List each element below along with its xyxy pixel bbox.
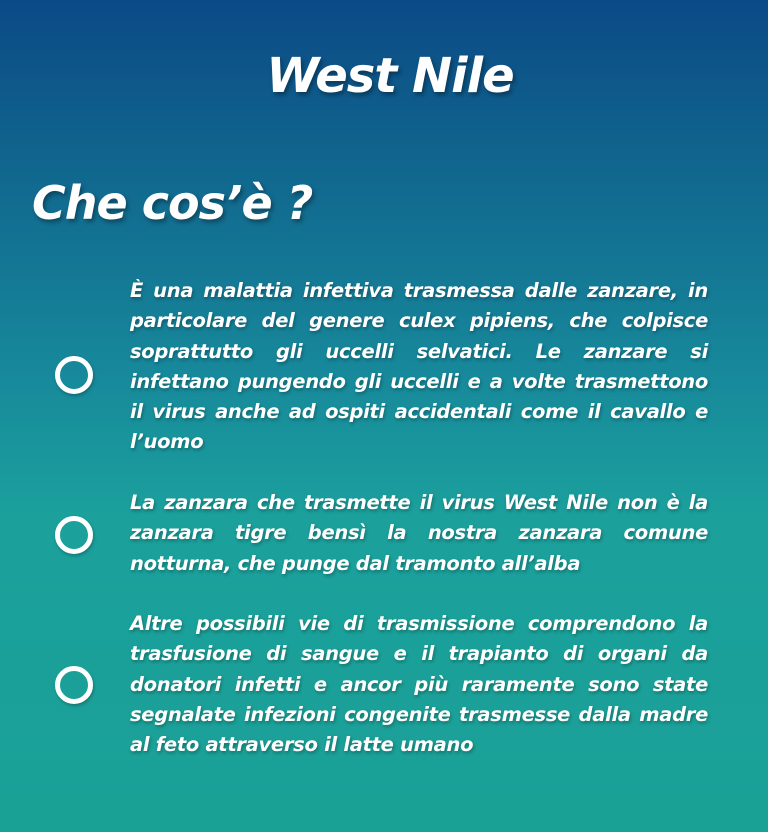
section-heading: Che cos’è ? xyxy=(32,176,313,230)
circle-outline-icon xyxy=(55,666,93,704)
circle-outline-icon xyxy=(55,356,93,394)
circle-outline-icon xyxy=(55,516,93,554)
list-item-text: Altre possibili vie di trasmissione comprendono la trasfusione di sangue e il trapianto di organi da donatori infetti e ancor più raramente sono state segnalate infezioni congenite trasmesse dalla madre al feto attraverso il latte umano xyxy=(130,612,708,757)
list-item-text: La zanzara che trasmette il virus West Nile non è la zanzara tigre bensì la nostra zanzara comune notturna, che punge dal tramonto all’alba xyxy=(130,491,708,575)
page-title: West Nile xyxy=(266,48,514,104)
list-item-text: È una malattia infettiva trasmessa dalle zanzare, in particolare del genere culex pipiens, che colpisce soprattutto gli uccelli selvatici. Le zanzare si infettano pungendo gli uccelli e a volte trasmettono il virus anche ad ospiti accidentali come il cavallo e l’uomo xyxy=(130,279,708,454)
